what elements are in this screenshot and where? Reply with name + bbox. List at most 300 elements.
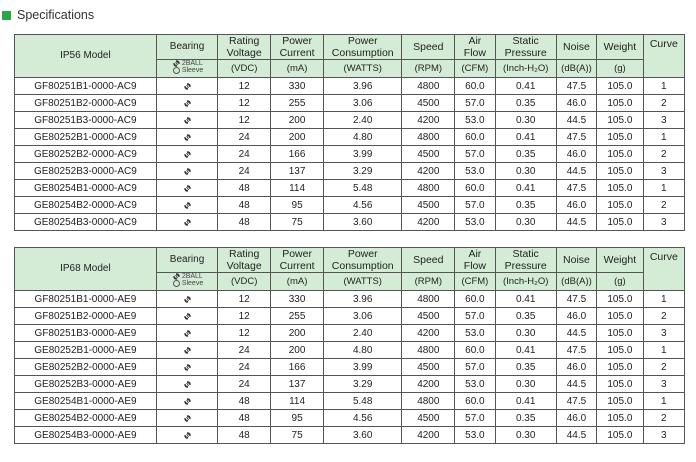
noise-cell: 44.5 <box>556 325 596 342</box>
noise-unit: (dB(A)) <box>556 60 596 78</box>
noise-cell: 46.0 <box>556 359 596 376</box>
static-pressure-unit: (Inch-H₂O) <box>495 273 556 291</box>
model-cell: GF80251B1-0000-AE9 <box>15 291 157 308</box>
curve-cell: 2 <box>643 146 684 163</box>
weight-cell: 105.0 <box>597 78 644 95</box>
ball-bearing-icon <box>173 273 180 280</box>
power-cell: 2.40 <box>324 112 402 129</box>
power-consumption-unit: (WATTS) <box>324 60 402 78</box>
table-row <box>15 393 685 410</box>
noise-unit: (dB(A)) <box>556 273 596 291</box>
noise-cell: 44.5 <box>556 163 596 180</box>
curve-header: Curve <box>643 35 684 78</box>
ball-bearing-icon <box>157 364 217 371</box>
weight-cell: 105.0 <box>597 291 644 308</box>
model-cell: GE80254B3-0000-AE9 <box>15 427 157 444</box>
current-cell: 200 <box>271 129 324 146</box>
model-cell: GE80254B2-0000-AE9 <box>15 410 157 427</box>
table-row <box>15 214 685 231</box>
power-cell: 3.06 <box>324 95 402 112</box>
pressure-cell: 0.35 <box>495 197 556 214</box>
curve-cell: 1 <box>643 180 684 197</box>
weight-cell: 105.0 <box>597 342 644 359</box>
power-cell: 3.29 <box>324 163 402 180</box>
current-cell: 166 <box>271 146 324 163</box>
curve-cell: 1 <box>643 342 684 359</box>
power-consumption-header <box>324 248 402 273</box>
header-line: Voltage <box>226 47 262 59</box>
bearing-cell <box>156 410 217 427</box>
noise-cell: 46.0 <box>556 410 596 427</box>
pressure-cell: 0.41 <box>495 291 556 308</box>
static-pressure-header <box>495 248 556 273</box>
weight-cell: 105.0 <box>597 163 644 180</box>
airflow-cell: 53.0 <box>455 112 495 129</box>
noise-cell: 44.5 <box>556 427 596 444</box>
bearing-cell <box>156 112 217 129</box>
ball-bearing-icon <box>157 347 217 354</box>
table-row <box>15 180 685 197</box>
model-cell: GF80251B2-0000-AE9 <box>15 308 157 325</box>
header-line: Flow <box>463 47 486 59</box>
power-cell: 3.60 <box>324 427 402 444</box>
power-cell: 3.60 <box>324 214 402 231</box>
airflow-cell: 57.0 <box>455 359 495 376</box>
noise-cell: 46.0 <box>556 197 596 214</box>
speed-cell: 4800 <box>402 129 455 146</box>
header-line: Pressure <box>504 260 547 272</box>
voltage-cell: 24 <box>218 376 271 393</box>
weight-cell: 105.0 <box>597 410 644 427</box>
current-cell: 137 <box>271 376 324 393</box>
ball-bearing-icon <box>157 381 217 388</box>
curve-cell: 2 <box>643 410 684 427</box>
model-cell: GE80252B2-0000-AE9 <box>15 359 157 376</box>
header-line: Power <box>347 248 378 260</box>
weight-cell: 105.0 <box>597 95 644 112</box>
speed-cell: 4200 <box>402 427 455 444</box>
weight-cell: 105.0 <box>597 359 644 376</box>
current-cell: 255 <box>271 308 324 325</box>
current-cell: 95 <box>271 410 324 427</box>
model-cell: GE80252B1-0000-AE9 <box>15 342 157 359</box>
table-row <box>15 427 685 444</box>
header-row <box>15 35 685 60</box>
air-flow-unit: (CFM) <box>455 273 495 291</box>
table-row <box>15 95 685 112</box>
noise-cell: 47.5 <box>556 342 596 359</box>
table-row <box>15 325 685 342</box>
ball-bearing-icon <box>157 313 217 320</box>
curve-cell: 1 <box>643 129 684 146</box>
voltage-cell: 12 <box>218 95 271 112</box>
speed-cell: 4500 <box>402 95 455 112</box>
power-cell: 5.48 <box>324 393 402 410</box>
pressure-cell: 0.35 <box>495 359 556 376</box>
current-cell: 114 <box>271 393 324 410</box>
airflow-cell: 60.0 <box>455 129 495 146</box>
speed-cell: 4800 <box>402 342 455 359</box>
bearing-cell <box>156 376 217 393</box>
weight-cell: 105.0 <box>597 376 644 393</box>
curve-cell: 1 <box>643 78 684 95</box>
power-current-header <box>271 248 324 273</box>
green-square-icon <box>2 11 11 20</box>
ball-bearing-icon <box>157 432 217 439</box>
table-row <box>15 359 685 376</box>
pressure-cell: 0.35 <box>495 95 556 112</box>
voltage-cell: 12 <box>218 78 271 95</box>
ball-bearing-icon <box>157 151 217 158</box>
table-row <box>15 410 685 427</box>
pressure-cell: 0.41 <box>495 393 556 410</box>
noise-cell: 46.0 <box>556 95 596 112</box>
power-current-unit: (mA) <box>271 273 324 291</box>
header-line: Current <box>279 47 315 59</box>
bearing-cell <box>156 291 217 308</box>
weight-header: Weight <box>597 35 644 60</box>
noise-cell: 47.5 <box>556 180 596 197</box>
header-line: Rating <box>228 248 260 260</box>
table-row <box>15 291 685 308</box>
header-line: Voltage <box>226 260 262 272</box>
ball-bearing-icon <box>157 100 217 107</box>
curve-cell: 2 <box>643 95 684 112</box>
air-flow-header <box>455 248 495 273</box>
airflow-cell: 60.0 <box>455 78 495 95</box>
pressure-cell: 0.35 <box>495 308 556 325</box>
model-cell: GE80254B2-0000-AC9 <box>15 197 157 214</box>
ball-bearing-icon <box>157 296 217 303</box>
spec-table <box>14 247 685 444</box>
power-cell: 4.80 <box>324 342 402 359</box>
model-cell: GE80252B3-0000-AE9 <box>15 376 157 393</box>
power-current-unit: (mA) <box>271 60 324 78</box>
voltage-cell: 48 <box>218 214 271 231</box>
weight-cell: 105.0 <box>597 129 644 146</box>
model-cell: GF80251B2-0000-AC9 <box>15 95 157 112</box>
weight-unit: (g) <box>597 60 644 78</box>
airflow-cell: 57.0 <box>455 410 495 427</box>
speed-cell: 4200 <box>402 325 455 342</box>
noise-cell: 44.5 <box>556 112 596 129</box>
curve-cell: 3 <box>643 112 684 129</box>
pressure-cell: 0.30 <box>495 427 556 444</box>
bearing-legend <box>171 273 203 287</box>
speed-cell: 4200 <box>402 214 455 231</box>
airflow-cell: 57.0 <box>455 197 495 214</box>
airflow-cell: 57.0 <box>455 146 495 163</box>
model-cell: GE80254B1-0000-AC9 <box>15 180 157 197</box>
speed-cell: 4500 <box>402 359 455 376</box>
noise-cell: 47.5 <box>556 78 596 95</box>
ball-bearing-icon <box>157 415 217 422</box>
noise-cell: 47.5 <box>556 129 596 146</box>
bearing-legend <box>171 60 203 74</box>
voltage-cell: 24 <box>218 146 271 163</box>
speed-cell: 4800 <box>402 291 455 308</box>
header-line: Rating <box>228 35 260 47</box>
weight-cell: 105.0 <box>597 393 644 410</box>
current-cell: 166 <box>271 359 324 376</box>
airflow-cell: 53.0 <box>455 214 495 231</box>
model-header: IP56 Model <box>15 35 157 78</box>
rating-voltage-header <box>218 248 271 273</box>
header-line: Air <box>468 248 482 260</box>
model-cell: GF80251B1-0000-AC9 <box>15 78 157 95</box>
static-pressure-unit: (Inch-H₂O) <box>495 60 556 78</box>
bearing-cell <box>156 180 217 197</box>
table-row <box>15 376 685 393</box>
ball-bearing-icon <box>157 117 217 124</box>
curve-cell: 1 <box>643 291 684 308</box>
sleeve-bearing-icon <box>173 67 180 74</box>
legend-sleeve-label: Sleeve <box>181 280 204 287</box>
airflow-cell: 57.0 <box>455 308 495 325</box>
noise-cell: 44.5 <box>556 214 596 231</box>
current-cell: 114 <box>271 180 324 197</box>
legend-ball <box>173 273 203 280</box>
airflow-cell: 60.0 <box>455 180 495 197</box>
model-cell: GE80254B1-0000-AE9 <box>15 393 157 410</box>
noise-header: Noise <box>556 248 596 273</box>
bearing-header: Bearing <box>156 248 217 273</box>
header-line: Consumption <box>331 260 394 272</box>
table-row <box>15 163 685 180</box>
speed-cell: 4200 <box>402 112 455 129</box>
curve-cell: 1 <box>643 393 684 410</box>
legend-ball <box>173 60 203 67</box>
header-line: Current <box>279 260 315 272</box>
power-consumption-unit: (WATTS) <box>324 273 402 291</box>
power-cell: 4.80 <box>324 129 402 146</box>
model-cell: GE80252B3-0000-AC9 <box>15 163 157 180</box>
model-cell: GF80251B3-0000-AE9 <box>15 325 157 342</box>
voltage-cell: 48 <box>218 197 271 214</box>
header-line: Static <box>512 248 539 260</box>
power-consumption-header <box>324 35 402 60</box>
power-cell: 3.96 <box>324 78 402 95</box>
voltage-cell: 12 <box>218 291 271 308</box>
current-cell: 330 <box>271 78 324 95</box>
legend-ball-label: 2BALL <box>181 273 203 280</box>
model-cell: GE80252B1-0000-AC9 <box>15 129 157 146</box>
voltage-cell: 48 <box>218 180 271 197</box>
power-cell: 3.06 <box>324 308 402 325</box>
header-line: Static <box>512 35 539 47</box>
power-cell: 3.99 <box>324 359 402 376</box>
noise-cell: 44.5 <box>556 376 596 393</box>
voltage-cell: 12 <box>218 308 271 325</box>
bearing-cell <box>156 163 217 180</box>
model-cell: GE80254B3-0000-AC9 <box>15 214 157 231</box>
weight-cell: 105.0 <box>597 427 644 444</box>
curve-cell: 2 <box>643 308 684 325</box>
header-line: Power <box>282 35 312 47</box>
pressure-cell: 0.41 <box>495 78 556 95</box>
airflow-cell: 60.0 <box>455 342 495 359</box>
speed-header: Speed <box>402 35 455 60</box>
weight-cell: 105.0 <box>597 197 644 214</box>
bearing-cell <box>156 146 217 163</box>
ball-bearing-icon <box>157 185 217 192</box>
weight-cell: 105.0 <box>597 308 644 325</box>
current-cell: 200 <box>271 342 324 359</box>
curve-header: Curve <box>643 248 684 291</box>
model-header: IP68 Model <box>15 248 157 291</box>
spec-table <box>14 34 685 231</box>
speed-cell: 4800 <box>402 78 455 95</box>
power-cell: 4.56 <box>324 410 402 427</box>
ball-bearing-icon <box>157 398 217 405</box>
pressure-cell: 0.30 <box>495 112 556 129</box>
bearing-cell <box>156 359 217 376</box>
voltage-cell: 24 <box>218 163 271 180</box>
airflow-cell: 53.0 <box>455 376 495 393</box>
current-cell: 95 <box>271 197 324 214</box>
sleeve-bearing-icon <box>173 280 180 287</box>
model-cell: GE80252B2-0000-AC9 <box>15 146 157 163</box>
weight-cell: 105.0 <box>597 146 644 163</box>
current-cell: 200 <box>271 325 324 342</box>
legend-ball-label: 2BALL <box>181 60 203 67</box>
voltage-cell: 24 <box>218 129 271 146</box>
bearing-header: Bearing <box>156 35 217 60</box>
section-title: Specifications <box>17 8 95 22</box>
rating-voltage-header <box>218 35 271 60</box>
curve-cell: 2 <box>643 197 684 214</box>
voltage-cell: 48 <box>218 410 271 427</box>
rating-voltage-unit: (VDC) <box>218 273 271 291</box>
table-row <box>15 146 685 163</box>
bearing-cell <box>156 427 217 444</box>
ball-bearing-icon <box>173 60 180 67</box>
bearing-cell <box>156 78 217 95</box>
bearing-cell <box>156 308 217 325</box>
bearing-cell <box>156 95 217 112</box>
ball-bearing-icon <box>157 330 217 337</box>
power-cell: 4.56 <box>324 197 402 214</box>
airflow-cell: 53.0 <box>455 427 495 444</box>
section-header <box>2 6 94 24</box>
curve-cell: 3 <box>643 325 684 342</box>
airflow-cell: 53.0 <box>455 163 495 180</box>
power-cell: 2.40 <box>324 325 402 342</box>
header-line: Air <box>468 35 482 47</box>
voltage-cell: 24 <box>218 342 271 359</box>
rating-voltage-unit: (VDC) <box>218 60 271 78</box>
curve-cell: 3 <box>643 163 684 180</box>
current-cell: 75 <box>271 427 324 444</box>
voltage-cell: 48 <box>218 393 271 410</box>
weight-unit: (g) <box>597 273 644 291</box>
voltage-cell: 12 <box>218 112 271 129</box>
speed-cell: 4500 <box>402 308 455 325</box>
pressure-cell: 0.30 <box>495 376 556 393</box>
power-current-header <box>271 35 324 60</box>
noise-cell: 47.5 <box>556 393 596 410</box>
pressure-cell: 0.30 <box>495 325 556 342</box>
table-row <box>15 308 685 325</box>
pressure-cell: 0.30 <box>495 214 556 231</box>
current-cell: 75 <box>271 214 324 231</box>
airflow-cell: 57.0 <box>455 95 495 112</box>
voltage-cell: 48 <box>218 427 271 444</box>
noise-header: Noise <box>556 35 596 60</box>
header-line: Pressure <box>504 47 547 59</box>
ball-bearing-icon <box>157 134 217 141</box>
current-cell: 200 <box>271 112 324 129</box>
speed-cell: 4500 <box>402 197 455 214</box>
airflow-cell: 53.0 <box>455 325 495 342</box>
header-row <box>15 248 685 273</box>
legend-sleeve-label: Sleeve <box>181 67 204 74</box>
weight-cell: 105.0 <box>597 214 644 231</box>
curve-cell: 3 <box>643 214 684 231</box>
bearing-cell <box>156 325 217 342</box>
pressure-cell: 0.30 <box>495 163 556 180</box>
noise-cell: 47.5 <box>556 291 596 308</box>
pressure-cell: 0.35 <box>495 410 556 427</box>
header-line: Consumption <box>331 47 394 59</box>
pressure-cell: 0.41 <box>495 180 556 197</box>
table-row <box>15 129 685 146</box>
airflow-cell: 60.0 <box>455 393 495 410</box>
pressure-cell: 0.41 <box>495 342 556 359</box>
legend-sleeve <box>173 67 203 74</box>
header-line: Power <box>347 35 378 47</box>
table-row <box>15 342 685 359</box>
speed-cell: 4800 <box>402 393 455 410</box>
weight-header: Weight <box>597 248 644 273</box>
current-cell: 330 <box>271 291 324 308</box>
bearing-key <box>156 273 217 291</box>
power-cell: 3.99 <box>324 146 402 163</box>
power-cell: 3.29 <box>324 376 402 393</box>
speed-header: Speed <box>402 248 455 273</box>
weight-cell: 105.0 <box>597 112 644 129</box>
ball-bearing-icon <box>157 202 217 209</box>
bearing-cell <box>156 129 217 146</box>
noise-cell: 46.0 <box>556 146 596 163</box>
legend-sleeve <box>173 280 203 287</box>
power-cell: 3.96 <box>324 291 402 308</box>
table-row <box>15 112 685 129</box>
curve-cell: 2 <box>643 359 684 376</box>
speed-cell: 4200 <box>402 376 455 393</box>
voltage-cell: 12 <box>218 325 271 342</box>
pressure-cell: 0.35 <box>495 146 556 163</box>
speed-cell: 4500 <box>402 410 455 427</box>
air-flow-header <box>455 35 495 60</box>
static-pressure-header <box>495 35 556 60</box>
pressure-cell: 0.41 <box>495 129 556 146</box>
current-cell: 137 <box>271 163 324 180</box>
ball-bearing-icon <box>157 83 217 90</box>
bearing-cell <box>156 342 217 359</box>
current-cell: 255 <box>271 95 324 112</box>
weight-cell: 105.0 <box>597 180 644 197</box>
speed-cell: 4200 <box>402 163 455 180</box>
bearing-key <box>156 60 217 78</box>
bearing-cell <box>156 197 217 214</box>
airflow-cell: 60.0 <box>455 291 495 308</box>
weight-cell: 105.0 <box>597 325 644 342</box>
bearing-cell <box>156 214 217 231</box>
speed-cell: 4800 <box>402 180 455 197</box>
table-row <box>15 197 685 214</box>
curve-cell: 3 <box>643 427 684 444</box>
